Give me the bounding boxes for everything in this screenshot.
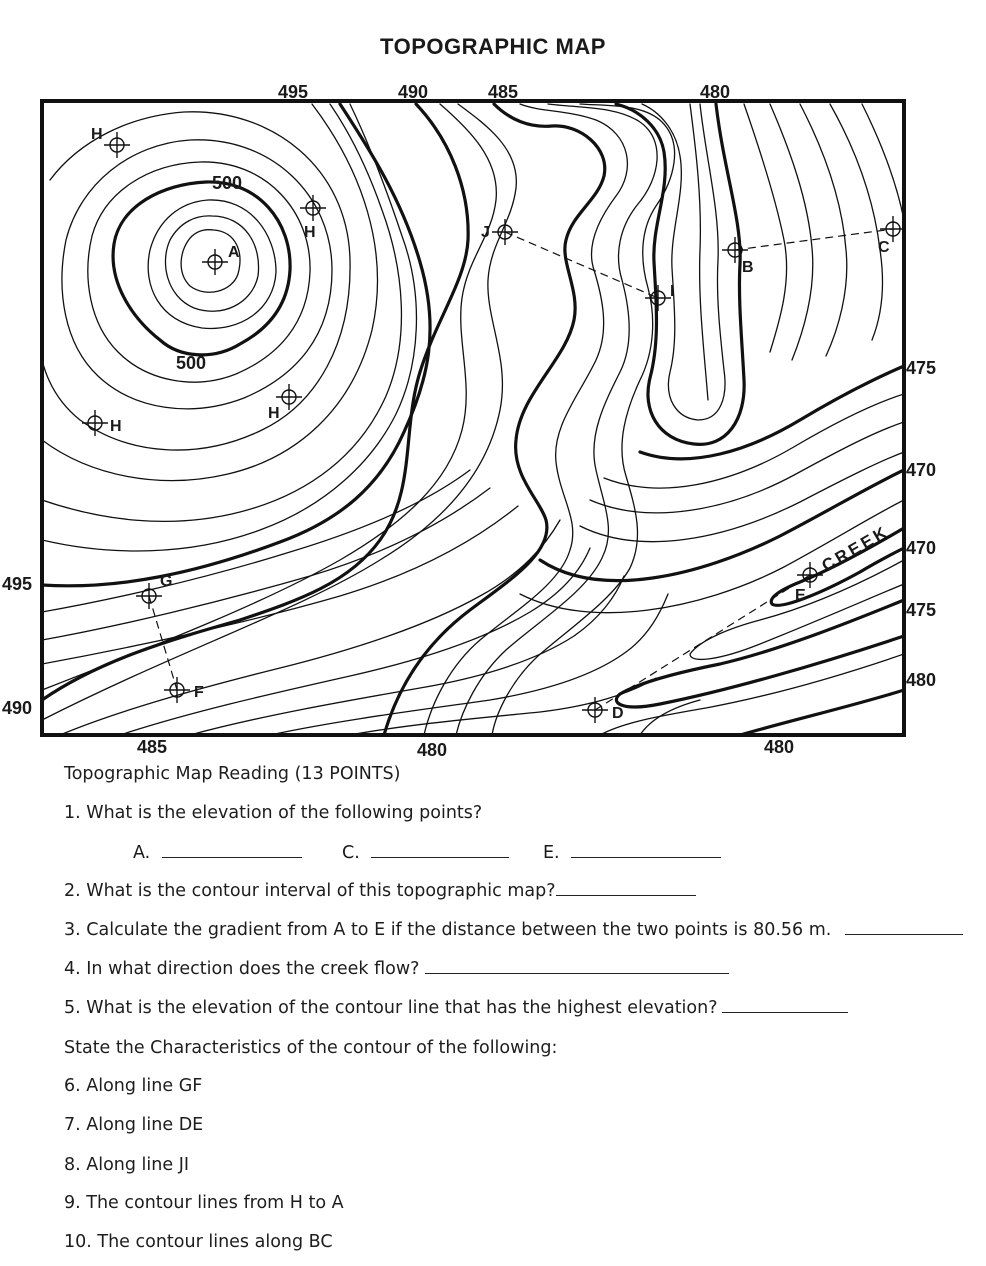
answer-blank-q3[interactable] <box>845 920 963 935</box>
marker-d <box>582 697 608 723</box>
contour-490-upper <box>42 104 468 700</box>
question-4 <box>64 959 729 979</box>
point-label-h: H <box>304 224 316 241</box>
right-label: 475 <box>906 600 937 620</box>
contour-475-lower <box>616 600 904 707</box>
bottom-label: 480 <box>417 740 448 760</box>
contour-g4 <box>60 520 560 735</box>
q1-sub-c-label: C. <box>342 843 360 863</box>
bottom-label: 480 <box>764 737 795 757</box>
marker-h-left <box>82 410 108 436</box>
answer-blank-q4[interactable] <box>425 959 729 974</box>
marker-g <box>136 583 162 609</box>
contour-hill-5 <box>88 162 310 382</box>
marker-f <box>164 677 190 703</box>
contour-label-500: 500 <box>212 173 243 193</box>
answer-blank-q2[interactable] <box>556 881 696 896</box>
contour-g5 <box>120 548 590 735</box>
contour-a2 <box>42 104 416 551</box>
question-2 <box>64 881 696 901</box>
left-label: 495 <box>2 574 33 594</box>
point-label-a: A <box>228 244 240 261</box>
point-label-g: G <box>160 573 173 590</box>
marker-a <box>202 249 228 275</box>
contour-e2 <box>590 422 904 513</box>
contour-label-500: 500 <box>176 353 207 373</box>
point-label-b: B <box>742 259 754 276</box>
contour-g7 <box>270 594 668 735</box>
question-8: 8. Along line JI <box>64 1155 190 1175</box>
contour-b1 <box>42 104 496 690</box>
contour-hill-3 <box>148 200 276 329</box>
q1-sub-a <box>133 843 302 863</box>
dashed-line-ji <box>505 232 658 298</box>
contour-485-j <box>384 104 605 735</box>
q1-sub-a-label: A. <box>133 843 151 863</box>
answer-blank-a[interactable] <box>162 843 302 858</box>
point-label-h: H <box>91 126 103 143</box>
marker-h-lower <box>276 384 302 410</box>
question-7: 7. Along line DE <box>64 1115 204 1135</box>
marker-e <box>797 562 823 588</box>
section-heading: Topographic Map Reading (13 POINTS) <box>64 764 401 784</box>
contour-a1 <box>42 104 401 521</box>
q1-sub-c <box>342 843 509 863</box>
top-label: 495 <box>278 82 309 102</box>
contour-f1 <box>600 654 904 735</box>
question-5 <box>64 998 848 1018</box>
question-1: 1. What is the elevation of the following points? <box>64 803 483 823</box>
point-label-e: E <box>795 587 806 604</box>
contour-d2 <box>690 104 708 400</box>
point-label-d: D <box>612 705 624 722</box>
q1-sub-e <box>543 843 721 863</box>
contour-g8 <box>350 678 656 735</box>
answer-blank-q5[interactable] <box>722 998 848 1013</box>
characteristics-heading: State the Characteristics of the contour of the following: <box>64 1038 558 1058</box>
dashed-line-bc <box>735 229 893 250</box>
top-label: 485 <box>488 82 519 102</box>
page-title: TOPOGRAPHIC MAP <box>380 34 606 59</box>
question-5-text: 5. What is the elevation of the contour line that has the highest elevation? <box>64 998 718 1018</box>
contour-right-2 <box>770 104 813 360</box>
answer-blank-e[interactable] <box>571 843 721 858</box>
question-6: 6. Along line GF <box>64 1076 203 1096</box>
bottom-label: 485 <box>137 737 168 757</box>
point-label-f: F <box>194 684 204 701</box>
point-label-h: H <box>110 418 122 435</box>
contour-lines <box>42 104 904 735</box>
question-10: 10. The contour lines along BC <box>64 1232 333 1252</box>
contour-right-4 <box>830 104 882 340</box>
left-label: 490 <box>2 698 33 718</box>
right-label: 470 <box>906 538 937 558</box>
answer-blank-c[interactable] <box>371 843 509 858</box>
right-label: 475 <box>906 358 937 378</box>
contour-right-3 <box>800 104 847 356</box>
point-label-j: J <box>481 224 490 241</box>
point-label-c: C <box>878 239 890 256</box>
point-label-i: I <box>670 283 675 300</box>
contour-470-upper <box>540 470 904 581</box>
contour-right-1 <box>744 104 787 352</box>
question-2-text: 2. What is the contour interval of this topographic map? <box>64 881 556 901</box>
contour-c1 <box>424 104 627 735</box>
creek-label: CREEK <box>818 521 893 576</box>
point-label-h: H <box>268 405 280 422</box>
marker-h-top <box>104 132 130 158</box>
marker-j <box>492 219 518 245</box>
question-9: 9. The contour lines from H to A <box>64 1193 344 1213</box>
contour-500 <box>113 182 290 355</box>
right-label: 480 <box>906 670 937 690</box>
top-label: 490 <box>398 82 429 102</box>
marker-h-mid <box>300 195 326 221</box>
contour-right-5 <box>862 104 904 220</box>
contour-480-lower <box>740 690 904 735</box>
question-3-text: 3. Calculate the gradient from A to E if the distance between the two points is 80.56 m. <box>64 920 832 940</box>
q1-sub-e-label: E. <box>543 843 560 863</box>
top-label: 480 <box>700 82 731 102</box>
right-label: 470 <box>906 460 937 480</box>
question-3 <box>64 920 963 940</box>
question-4-text: 4. In what direction does the creek flow? <box>64 959 420 979</box>
